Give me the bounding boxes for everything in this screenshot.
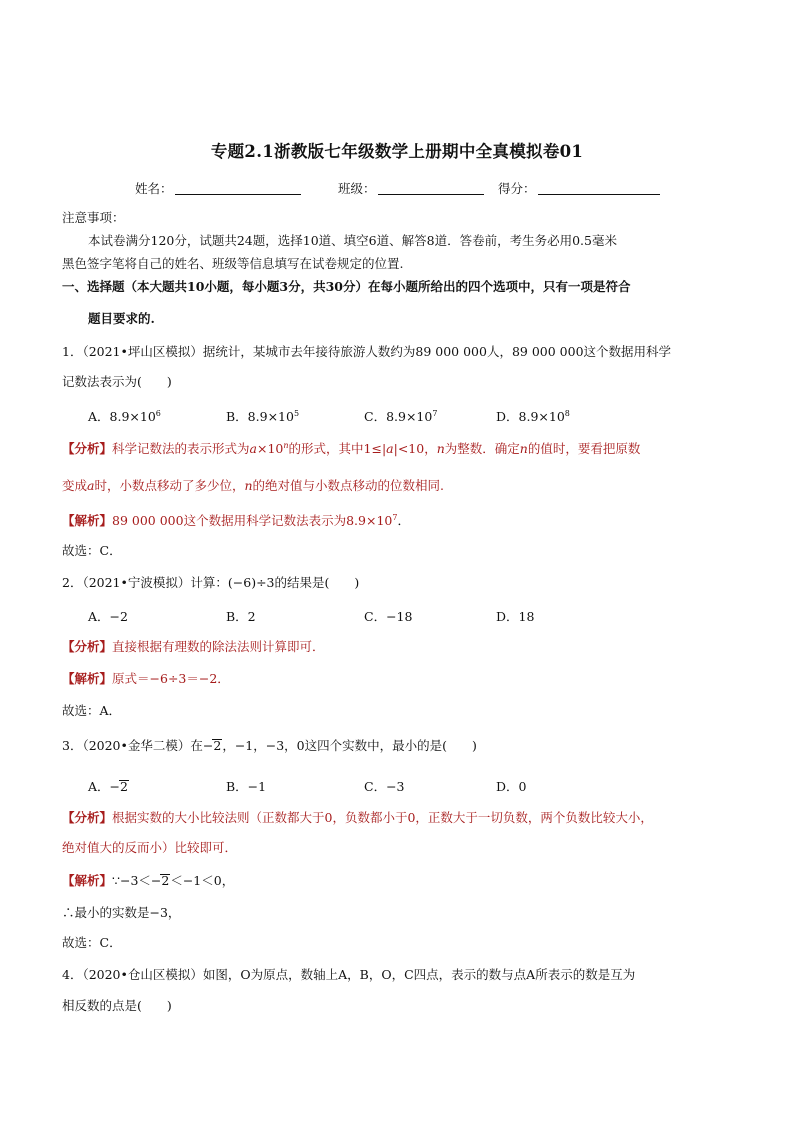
score-blank [538, 182, 660, 195]
class-blank [378, 182, 484, 195]
q3-answer: 故选：C． [62, 935, 122, 950]
section-heading: 一、选择题（本大题共10小题，每小题3分，共30分）在每小题所给出的四个选项中，只有一项是符合 [62, 279, 631, 294]
page-title: 专题2.1浙教版七年级数学上册期中全真模拟卷01 [210, 142, 584, 161]
q1-stem: 1．（2021•坪山区模拟）据统计，某城市去年接待旅游人数约为89 000 000人，89 000 000这个数据用科学 [62, 344, 672, 359]
q1-stem-cont: 记数法表示为( ) [62, 374, 172, 389]
notes-line-2: 黑色签字笔将自己的姓名、班级等信息填写在试卷规定的位置. [62, 256, 404, 271]
q3-analysis: 【分析】根据实数的大小比较法则（正数都大于0，负数都小于0，正数大于一切负数，两个负数比较大小， [62, 810, 653, 825]
q1-analysis: 【分析】科学记数法的表示形式为$a\times 10^n$的形式，其中1≤|a|<10，n为整数．确定n的值时，要看把原数 [62, 441, 641, 456]
q2-option-a: A．−2 [88, 609, 128, 624]
q3-option-c: C．−3 [364, 779, 405, 794]
section-heading-cont: 题目要求的. [88, 311, 155, 326]
q2-analysis: 【分析】直接根据有理数的除法法则计算即可． [62, 639, 325, 654]
q1-option-b: B．$8.9\times 10^5$ [226, 409, 300, 424]
q4-stem: 4．（2020•仓山区模拟）如图，O为原点，数轴上A，B，O，C四点，表示的数与点A所表示的数是互为 [62, 967, 636, 982]
q3-therefore: ∴最小的实数是−3， [62, 905, 181, 920]
q1-answer: 故选：C． [62, 543, 122, 558]
name-blank [175, 182, 301, 195]
q3-solution: 【解析】∵−3＜−2＜−1＜0， [62, 873, 235, 888]
analysis-tag: 【分析】 [62, 441, 113, 456]
q2-option-b: B．2 [226, 609, 256, 624]
q1-option-c: C．$8.9\times 10^7$ [364, 409, 438, 424]
q4-stem-cont: 相反数的点是( ) [62, 998, 172, 1013]
solution-tag: 【解析】 [62, 513, 113, 528]
name-label: 姓名： [135, 181, 173, 196]
q2-stem: 2．（2021•宁波模拟）计算：(−6)÷3的结果是( ) [62, 575, 360, 590]
notes-line-1: 本试卷满分120分，试题共24题，选择10道、填空6道、解答8道．答卷前，考生务必用0.5毫米 [88, 233, 617, 248]
q3-option-d: D．0 [496, 779, 527, 794]
q3-stem: 3．（2020•金华二模）在−2，−1，−3，0这四个实数中，最小的是( ) [62, 738, 477, 753]
q1-option-d: D．$8.9\times 10^8$ [496, 409, 570, 424]
score-field [498, 179, 660, 197]
q1-solution: 【解析】89 000 000这个数据用科学记数法表示为$8.9\times 10^7$． [62, 513, 410, 528]
q2-option-d: D．18 [496, 609, 535, 624]
q2-solution: 【解析】原式＝−6÷3＝−2． [62, 671, 230, 686]
q3-option-b: B．−1 [226, 779, 267, 794]
q3-option-a: A．−2 [88, 779, 128, 794]
name-field [135, 179, 301, 197]
class-label: 班级： [338, 181, 376, 196]
class-field [338, 179, 484, 197]
q3-analysis-cont: 绝对值大的反而小）比较即可． [62, 840, 238, 855]
q1-analysis-cont: 变成a时，小数点移动了多少位，n的绝对值与小数点移动的位数相同. [62, 478, 445, 493]
score-label: 得分： [498, 181, 536, 196]
q1-option-a: A．$8.9\times 10^6$ [88, 409, 161, 424]
notes-heading: 注意事项： [62, 210, 125, 225]
q2-option-c: C．−18 [364, 609, 413, 624]
q2-answer: 故选：A． [62, 703, 122, 718]
